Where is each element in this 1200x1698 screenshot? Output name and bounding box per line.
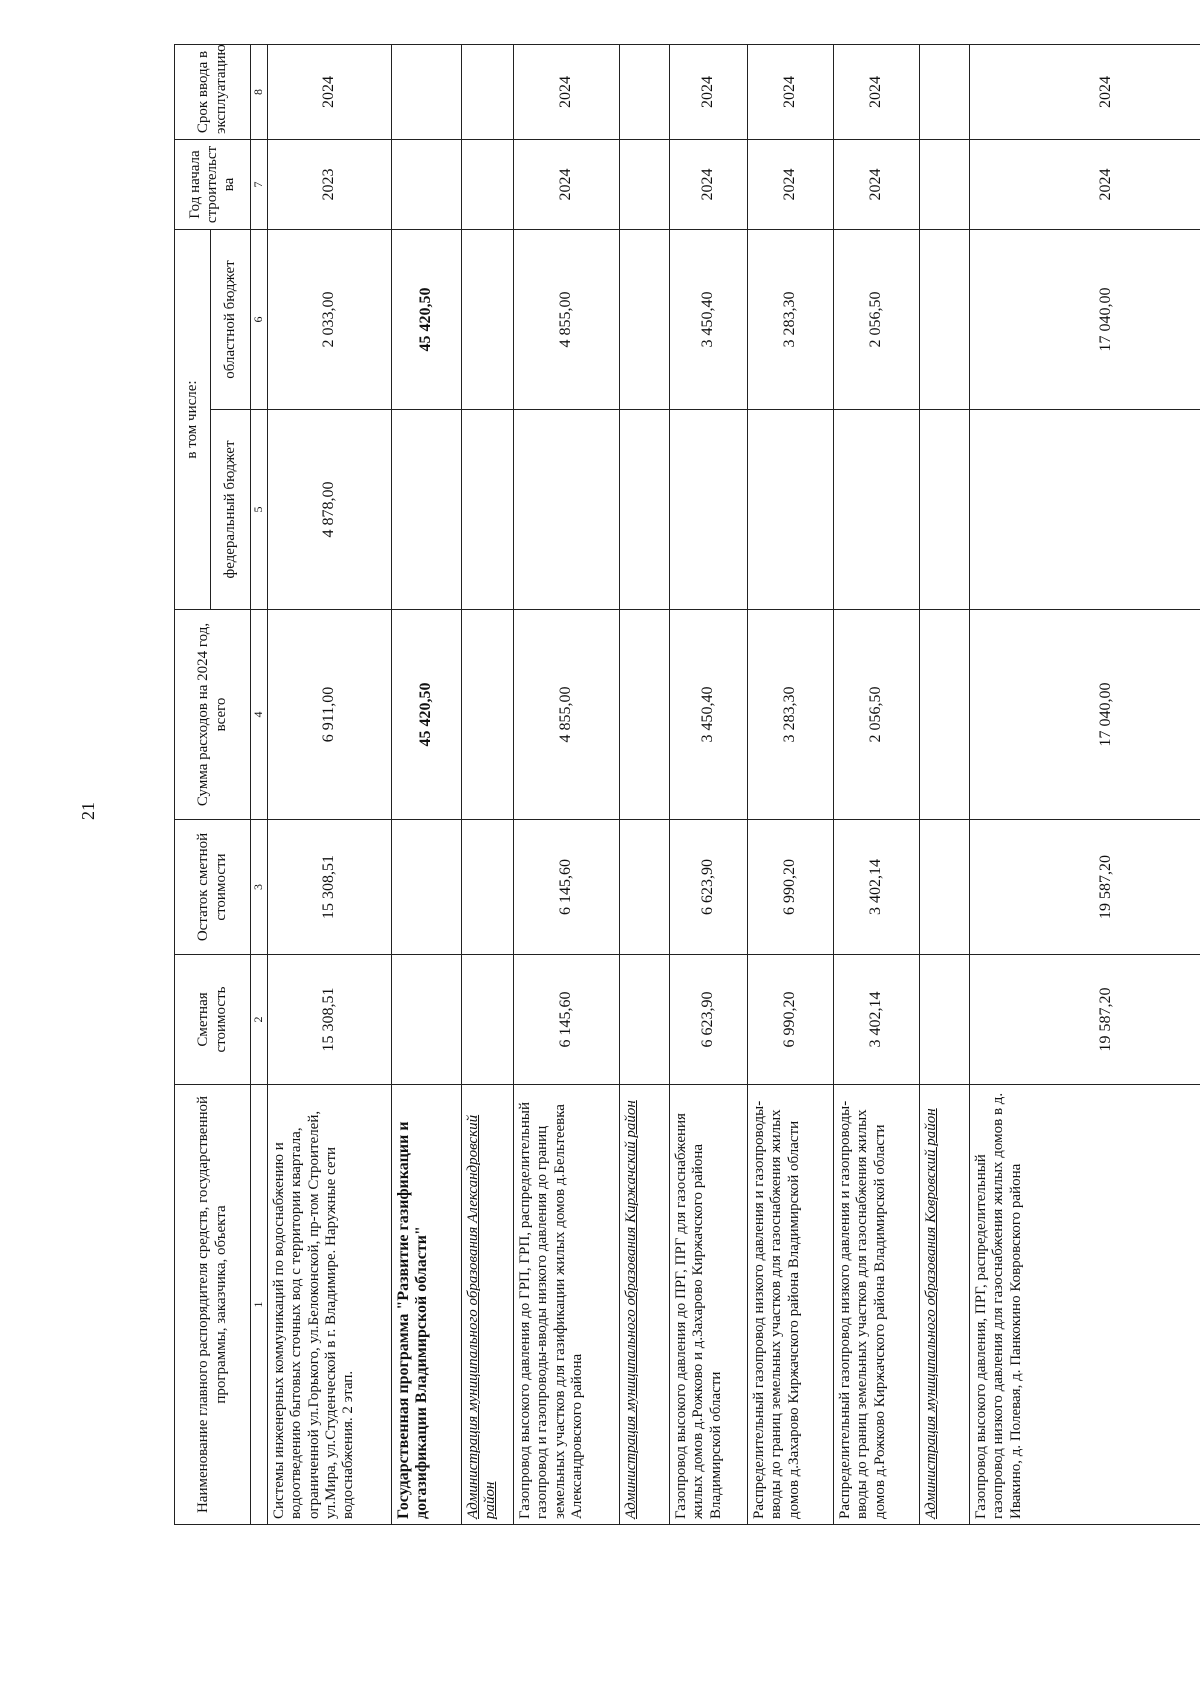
row-end-year — [392, 45, 462, 140]
row-estimate — [920, 955, 970, 1085]
row-remaining — [392, 820, 462, 955]
table-row — [620, 45, 670, 1525]
row-end-year — [620, 45, 670, 140]
row-end-year: 2024 — [268, 45, 392, 140]
column-number: 2 — [251, 955, 268, 1085]
row-total: 4 855,00 — [514, 610, 620, 820]
row-start-year: 2024 — [514, 140, 620, 230]
row-start-year: 2024 — [670, 140, 748, 230]
header-including: в том числе: — [175, 230, 211, 610]
row-total: 2 056,50 — [834, 610, 920, 820]
column-number: 5 — [251, 410, 268, 610]
header-estimate: Сметная стоимость — [175, 955, 251, 1085]
table-row — [670, 45, 748, 1525]
row-end-year: 2024 — [670, 45, 748, 140]
row-end-year: 2024 — [748, 45, 834, 140]
row-federal — [670, 410, 748, 610]
table-row — [462, 45, 514, 1525]
row-regional: 45 420,50 — [392, 230, 462, 410]
row-regional: 2 033,00 — [268, 230, 392, 410]
page-number: 21 — [78, 802, 98, 820]
row-remaining — [462, 820, 514, 955]
row-remaining: 3 402,14 — [834, 820, 920, 955]
row-remaining: 15 308,51 — [268, 820, 392, 955]
row-federal — [392, 410, 462, 610]
row-start-year: 2023 — [268, 140, 392, 230]
row-name: Газопровод высокого давления до ПРГ, ПРГ для газоснабжения жилых домов д.Рожково и д.Захарово Киржачского района Владимирской области — [670, 1085, 748, 1525]
row-federal — [748, 410, 834, 610]
header-name: Наименование главного распорядителя средств, государственной программы, заказчика, объекта — [175, 1085, 251, 1525]
header-start-year: Год начала строительст ва — [175, 140, 251, 230]
row-name: Системы инженерных коммуникаций по водоснабжению и водоотведению бытовых сточных вод с территории квартала, ограниченной ул.Горького, ул.Белоконской, пр-том Строителей, ул.Мира, ул.Студенческой в г. Владимире. Наружные сети водоснабжения. 2 этап. — [268, 1085, 392, 1525]
row-name: Распределительный газопровод низкого давления и газопроводы-вводы до границ земельных участков для газоснабжения жилых домов д.Захарово Киржачского района Владимирской области — [748, 1085, 834, 1525]
row-end-year: 2024 — [514, 45, 620, 140]
row-end-year — [462, 45, 514, 140]
table-row — [834, 45, 920, 1525]
table-row — [392, 45, 462, 1525]
row-total — [920, 610, 970, 820]
row-estimate: 15 308,51 — [268, 955, 392, 1085]
header-total: Сумма расходов на 2024 год, всего — [175, 610, 251, 820]
row-end-year: 2024 — [834, 45, 920, 140]
row-remaining: 6 623,90 — [670, 820, 748, 955]
row-regional: 17 040,00 — [970, 230, 1200, 410]
row-regional: 2 056,50 — [834, 230, 920, 410]
row-total — [620, 610, 670, 820]
row-start-year — [920, 140, 970, 230]
row-regional — [620, 230, 670, 410]
row-estimate: 19 587,20 — [970, 955, 1200, 1085]
row-start-year: 2024 — [748, 140, 834, 230]
budget-table — [174, 44, 1200, 1525]
table-row — [268, 45, 392, 1525]
row-federal — [970, 410, 1200, 610]
row-regional: 3 450,40 — [670, 230, 748, 410]
row-federal: 4 878,00 — [268, 410, 392, 610]
row-federal — [514, 410, 620, 610]
row-remaining: 19 587,20 — [970, 820, 1200, 955]
row-start-year: 2024 — [970, 140, 1200, 230]
header-end-year: Срок ввода в эксплуатацию — [175, 45, 251, 140]
row-federal — [834, 410, 920, 610]
row-total: 3 283,30 — [748, 610, 834, 820]
row-remaining: 6 990,20 — [748, 820, 834, 955]
row-name: Газопровод высокого давления до ГРП, ГРП, распределительный газопровод и газопроводы-вводы низкого давления до границ земельных участков для газификации жилых домов д.Бельтеевка Александровского района — [514, 1085, 620, 1525]
row-regional: 3 283,30 — [748, 230, 834, 410]
row-start-year — [392, 140, 462, 230]
row-estimate — [462, 955, 514, 1085]
row-remaining — [920, 820, 970, 955]
header-regional: областной бюджет — [211, 230, 251, 410]
row-total: 6 911,00 — [268, 610, 392, 820]
row-federal — [620, 410, 670, 610]
row-regional — [462, 230, 514, 410]
row-start-year — [462, 140, 514, 230]
table-row — [920, 45, 970, 1525]
row-total: 45 420,50 — [392, 610, 462, 820]
table-row — [970, 45, 1200, 1525]
admin-heading: Администрация муниципального образования Киржачский район — [620, 1085, 670, 1525]
row-start-year: 2024 — [834, 140, 920, 230]
admin-heading: Администрация муниципального образования Александровский район — [462, 1085, 514, 1525]
row-remaining: 6 145,60 — [514, 820, 620, 955]
row-total: 3 450,40 — [670, 610, 748, 820]
row-regional — [920, 230, 970, 410]
row-remaining — [620, 820, 670, 955]
row-federal — [920, 410, 970, 610]
table-row — [748, 45, 834, 1525]
program-title: Государственная программа "Развитие газификации и догазификации Владимирской области" — [392, 1085, 462, 1525]
row-estimate: 6 623,90 — [670, 955, 748, 1085]
column-number: 4 — [251, 610, 268, 820]
header-remaining: Остаток сметной стоимости — [175, 820, 251, 955]
row-name: Газопровод высокого давления, ПРГ, распределительный газопровод низкого давления для газоснабжения жилых домов в д. Ивакино, д. Полевая, д. Панкокино Ковровского района — [970, 1085, 1200, 1525]
row-estimate — [392, 955, 462, 1085]
rotated-page — [174, 45, 1200, 1525]
row-end-year — [920, 45, 970, 140]
table-row — [514, 45, 620, 1525]
row-name: Распределительный газопровод низкого давления и газопроводы-вводы до границ земельных участков для газоснабжения жилых домов д.Рожково Киржачского района Владимирской области — [834, 1085, 920, 1525]
row-estimate: 6 145,60 — [514, 955, 620, 1085]
row-estimate: 6 990,20 — [748, 955, 834, 1085]
header-federal: федеральный бюджет — [211, 410, 251, 610]
row-regional: 4 855,00 — [514, 230, 620, 410]
row-start-year — [620, 140, 670, 230]
row-total — [462, 610, 514, 820]
row-estimate: 3 402,14 — [834, 955, 920, 1085]
row-estimate — [620, 955, 670, 1085]
row-total: 17 040,00 — [970, 610, 1200, 820]
row-federal — [462, 410, 514, 610]
column-number: 3 — [251, 820, 268, 955]
admin-heading: Администрация муниципального образования Ковровский район — [920, 1085, 970, 1525]
column-number: 6 — [251, 230, 268, 410]
column-number: 7 — [251, 140, 268, 230]
row-end-year: 2024 — [970, 45, 1200, 140]
column-number: 8 — [251, 45, 268, 140]
column-number: 1 — [251, 1085, 268, 1525]
